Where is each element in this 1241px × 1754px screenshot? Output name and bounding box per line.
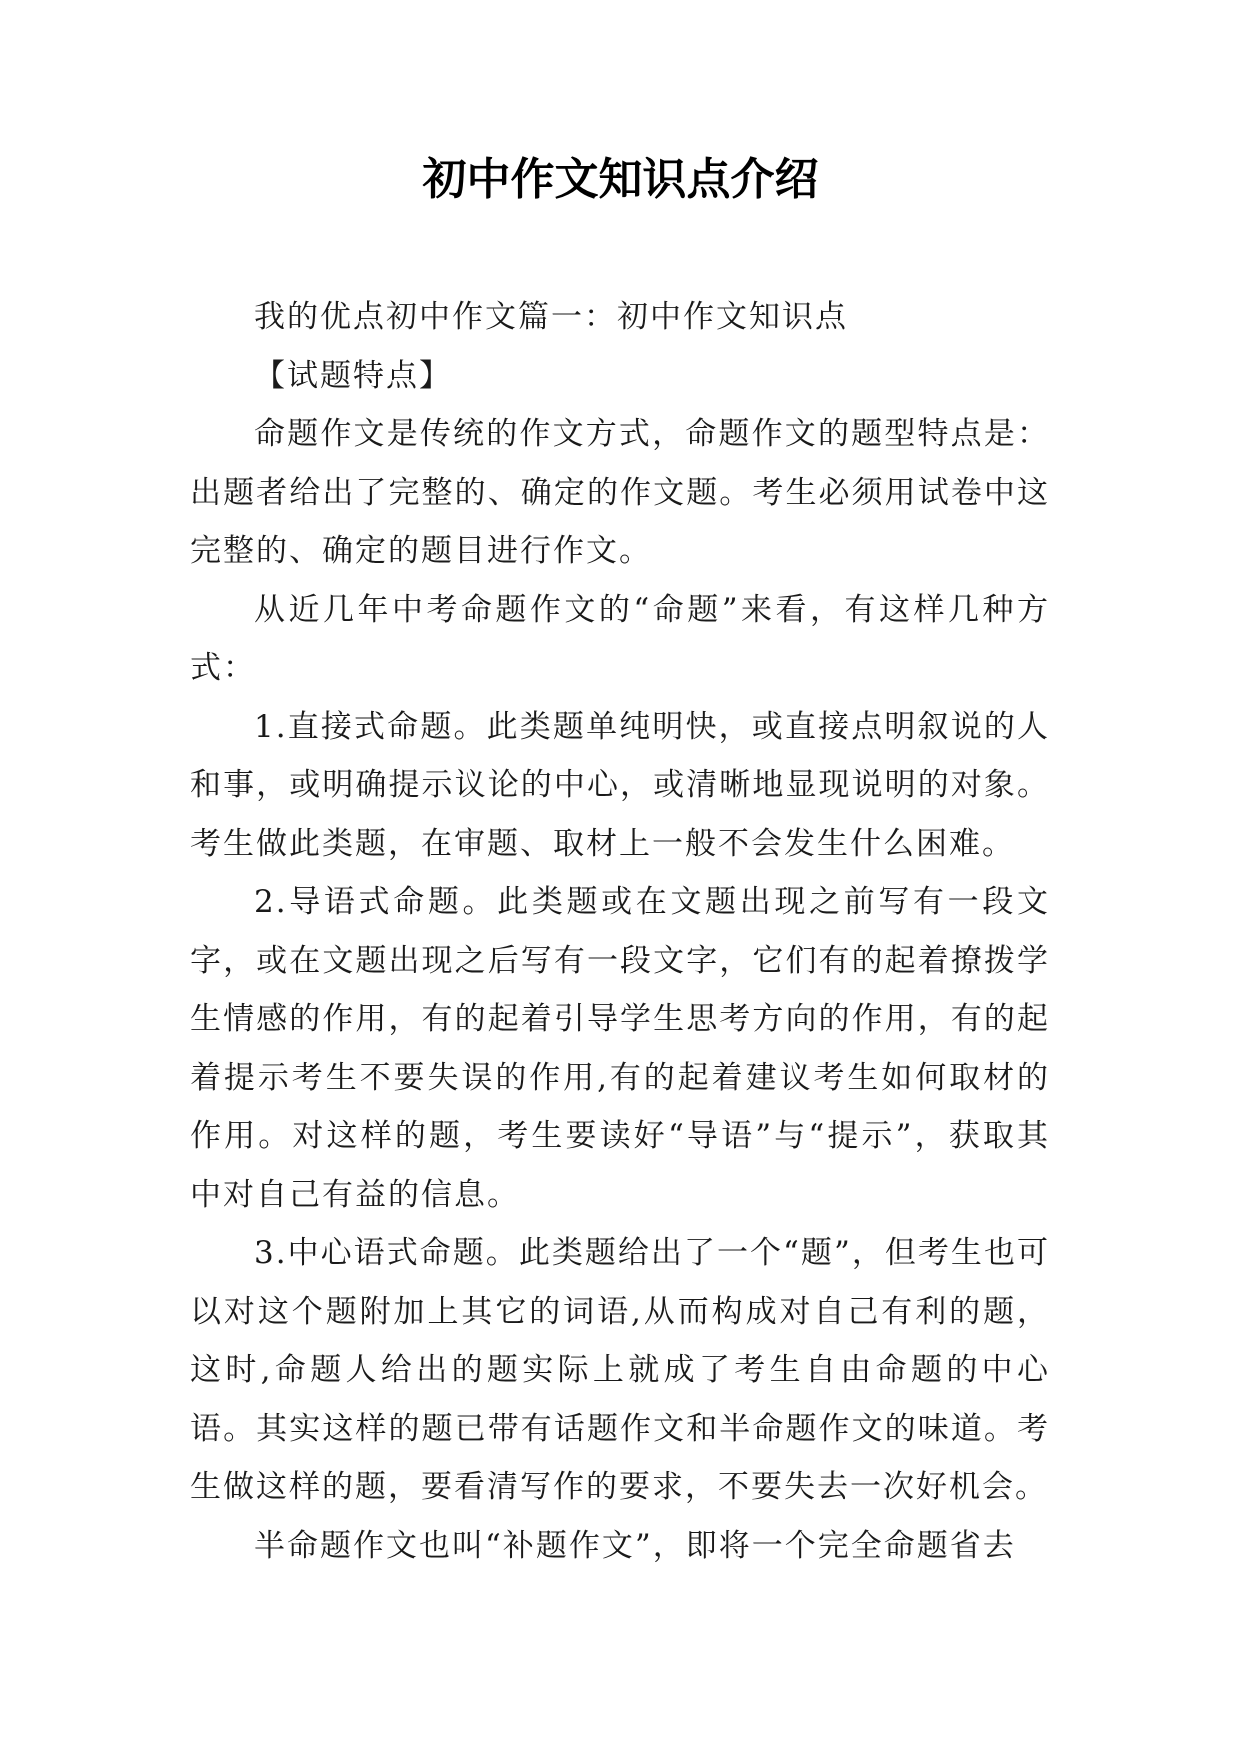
- list-item: 1.直接式命题。此类题单纯明快，或直接点明叙说的人和事，或明确提示议论的中心，或清晰地显现说明的对象。考生做此类题，在审题、取材上一般不会发生什么困难。: [190, 708, 1050, 862]
- paragraph: 命题作文是传统的作文方式，命题作文的题型特点是：出题者给出了完整的、确定的作文题。考生必须用试卷中这完整的、确定的题目进行作文。: [190, 416, 1050, 569]
- list-item: 3.中心语式命题。此类题给出了一个“题”，但考生也可以对这个题附加上其它的词语,从而构成对自己有利的题，这时,命题人给出的题实际上就成了考生自由命题的中心语。其实这样的题已带有话题作文和半命题作文的味道。考生做这样的题，要看清写作的要求，不要失去一次好机会。: [190, 1235, 1050, 1505]
- document-title: 初中作文知识点介绍: [422, 154, 819, 205]
- document-body: [190, 288, 1050, 1575]
- list-item: 2.导语式命题。此类题或在文题出现之前写有一段文字，或在文题出现之后写有一段文字，它们有的起着撩拨学生情感的作用，有的起着引导学生思考方向的作用，有的起着提示考生不要失误的作用,有的起着建议考生如何取材的作用。对这样的题，考生要读好“导语”与“提示”，获取其中对自己有益的信息。: [190, 884, 1050, 1213]
- paragraph: 从近几年中考命题作文的“命题”来看，有这样几种方式：: [190, 591, 1050, 686]
- paragraph: 我的优点初中作文篇一：初中作文知识点: [254, 299, 848, 335]
- paragraph: 半命题作文也叫“补题作文”，即将一个完全命题省去: [254, 1527, 1016, 1564]
- section-heading: 【试题特点】: [254, 357, 452, 394]
